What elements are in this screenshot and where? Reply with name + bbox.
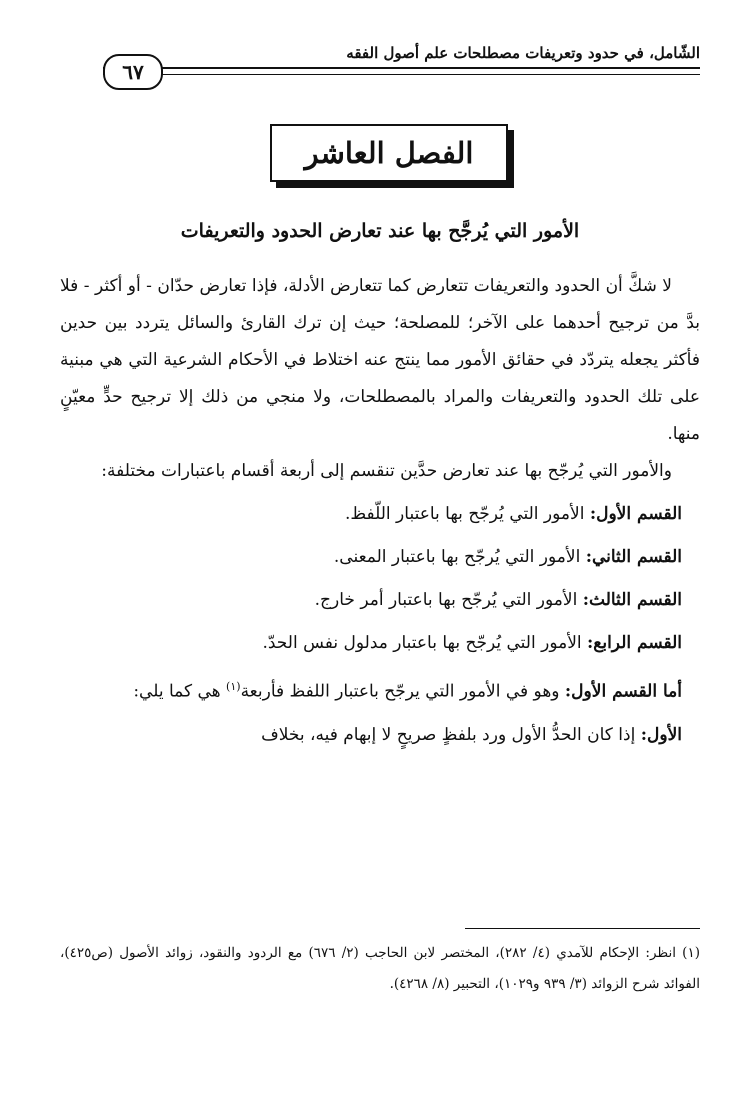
part-label: القسم الثاني:: [585, 547, 682, 567]
first-item-label: الأول:: [640, 724, 682, 745]
header-rule-top: [103, 67, 700, 69]
footnote-mark[interactable]: (١): [226, 680, 241, 693]
part-item-3: [60, 582, 700, 619]
footnote: [60, 938, 700, 1000]
body-text: [60, 268, 700, 754]
page-number: ٦٧: [103, 54, 163, 90]
part-text: الأمور التي يُرجّح بها باعتبار مدلول نفس الحدّ.: [262, 633, 582, 653]
part-label: القسم الأول:: [589, 504, 682, 524]
part-item-1: [60, 496, 700, 533]
running-title: الشّامل، في حدود وتعريفات مصطلحات علم أصول الفقه: [346, 44, 700, 62]
part-item-2: [60, 539, 700, 576]
header-rule-bottom: [103, 74, 700, 75]
first-part-tail: هي كما يلي:: [133, 681, 221, 702]
part-text: الأمور التي يُرجّح بها باعتبار اللّفظ.: [344, 504, 585, 524]
part-text: الأمور التي يُرجّح بها باعتبار المعنى.: [333, 547, 581, 567]
footnote-text: (١) انظر: الإحكام للآمدي (٤/ ٢٨٢)، المختصر لابن الحاجب (٢/ ٦٧٦) مع الردود والنقود، زوائد الأصول (ص٤٢٥)، الفوائد شرح الزوائد (٣/ ٩٣٩ و١٠٢٩)، التحبير (٨/ ٤٢٦٨).: [60, 945, 700, 992]
first-part-label: أما القسم الأول:: [564, 681, 682, 702]
paragraph: لا شكَّ أن الحدود والتعريفات تتعارض كما تتعارض الأدلة، فإذا تعارض حدّان - أو أكثر - فلا بدَّ من ترجيح أحدهما على الآخر؛ للمصلحة؛ حيث إن ترك القارئ والسائل يتردد بين حدين فأكثر يجعله يتردّد في حقائق الأمور مما ينتج عنه اختلاط في الأحكام الشرعية التي هي مبنية على تلك الحدود والتعريفات والمراد بالمصطلحات، ولا منجي من ذلك إلا ترجيح حدٍّ معيّنٍ منها.: [60, 276, 700, 444]
first-item-paragraph: [60, 717, 700, 754]
part-item-4: [60, 625, 700, 662]
part-label: القسم الرابع:: [587, 633, 682, 653]
chapter-title: الفصل العاشر: [270, 124, 508, 182]
first-part-text: وهو في الأمور التي يرجّح باعتبار اللفظ فأربعة: [240, 681, 560, 702]
part-text: الأمور التي يُرجّح بها باعتبار أمر خارج.: [314, 590, 578, 610]
first-item-text: إذا كان الحدُّ الأول ورد بلفظٍ صريحٍ لا إبهام فيه، بخلاف: [261, 724, 636, 745]
paragraph: والأمور التي يُرجّح بها عند تعارض حدَّين تنقسم إلى أربعة أقسام باعتبارات مختلفة:: [101, 461, 672, 481]
first-part-paragraph: [60, 668, 700, 711]
section-heading: الأمور التي يُرجَّح بها عند تعارض الحدود والتعريفات: [180, 220, 580, 242]
footnote-divider: [465, 928, 700, 929]
part-label: القسم الثالث:: [582, 590, 682, 610]
